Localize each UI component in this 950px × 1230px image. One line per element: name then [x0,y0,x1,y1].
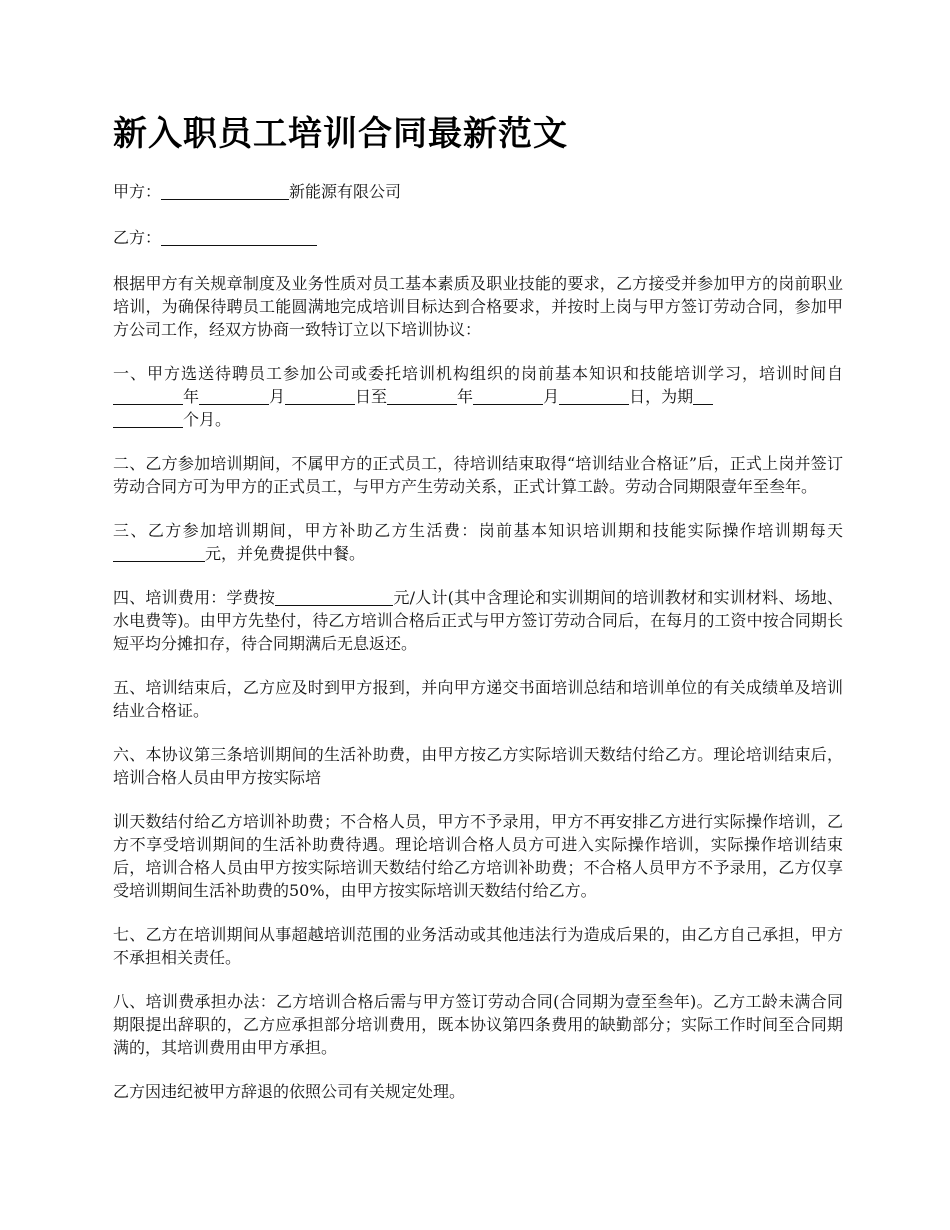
party-b-blank [161,229,317,246]
party-b-label: 乙方： [113,228,162,247]
blank-start-day [285,388,355,405]
party-a-label: 甲方： [113,182,162,201]
clause-5: 五、培训结束后，乙方应及时到甲方报到，并向甲方递交书面培训总结和培训单位的有关成绩单及培训结业合格证。 [113,678,843,720]
clause-3-text: 三、乙方参加培训期间，甲方补助乙方生活费：岗前基本知识培训期和技能实际操作培训期每天 [113,521,843,540]
clause-1-year-1: 年 [183,387,200,406]
blank-end-month [473,388,543,405]
final-paragraph: 乙方因违纪被甲方辞退的依照公司有关规定处理。 [113,1082,466,1101]
party-a-line [113,180,843,203]
party-a-value: 新能源有限公司 [289,182,402,201]
party-a-blank [161,183,289,200]
clause-3-tail: 元，并免费提供中餐。 [205,544,366,563]
blank-start-month [199,388,269,405]
document-page [113,110,843,1124]
clause-1-tail: 个月。 [183,410,232,429]
blank-daily-allowance [113,545,205,562]
clause-1-day-2: 日，为期 [629,387,694,406]
clause-1-month-1: 月 [269,387,286,406]
clause-1-month-2: 月 [543,387,560,406]
clause-4-text: 四、培训费用：学费按 [113,588,276,607]
blank-end-day [559,388,629,405]
clause-7: 七、乙方在培训期间从事超越培训范围的业务活动或其他违法行为造成后果的，由乙方自己承担，甲方不承担相关责任。 [113,925,843,967]
blank-duration-b [113,411,183,428]
clause-6-part-1: 六、本协议第三条培训期间的生活补助费，由甲方按乙方实际培训天数结付给乙方。理论培训结束后，培训合格人员由甲方按实际培 [113,745,843,787]
clause-8: 八、培训费承担办法：乙方培训合格后需与甲方签订劳动合同(合同期为壹至叁年)。乙方工龄未满合同期限提出辞职的，乙方应承担部分培训费用，既本协议第四条费用的缺勤部分；实际工作时间至合同期满的，其培训费用由甲方承担。 [113,992,843,1057]
clause-6-part-2: 训天数结付给乙方培训补助费；不合格人员，甲方不予录用，甲方不再安排乙方进行实际操作培训，乙方不享受培训期间的生活补助费待遇。理论培训合格人员方可进入实际操作培训，实际操作培训结束后，培训合格人员由甲方按实际培训天数结付给乙方培训补助费；不合格人员甲方不予录用，乙方仅享受培训期间生活补助费的50%，由甲方按实际培训天数结付给乙方。 [113,812,843,900]
blank-tuition [275,589,393,606]
clause-4-tail: 元/人计(其中含理论和实训期间的培训教材和实训材料、场地、水电费等)。由甲方先垫付，待乙方培训合格后正式与甲方签订劳动合同后，在每月的工资中按合同期长短平均分摊扣存，待合同期满后无息返还。 [113,588,843,653]
blank-start-year [113,388,183,405]
clause-4 [113,586,843,655]
blank-end-year [387,388,457,405]
clause-1-day-1: 日至 [355,387,388,406]
intro-paragraph: 根据甲方有关规章制度及业务性质对员工基本素质及职业技能的要求，乙方接受并参加甲方的岗前职业培训，为确保待聘员工能圆满地完成培训目标达到合格要求，并按时上岗与甲方签订劳动合同，参加甲方公司工作，经双方协商一致特订立以下培训协议： [113,274,843,339]
clause-1-year-2: 年 [457,387,474,406]
clause-1-text: 一、甲方选送待聘员工参加公司或委托培训机构组织的岗前基本知识和技能培训学习，培训时间自 [113,364,843,383]
clause-1 [113,362,843,431]
clause-2: 二、乙方参加培训期间，不属甲方的正式员工，待培训结束取得“培训结业合格证”后，正式上岗并签订劳动合同方可为甲方的正式员工，与甲方产生劳动关系，正式计算工龄。劳动合同期限壹年至叁年。 [113,454,843,496]
clause-3 [113,519,843,565]
document-title: 新入职员工培训合同最新范文 [113,114,568,154]
blank-duration-a [693,388,713,405]
party-b-line [113,226,843,249]
